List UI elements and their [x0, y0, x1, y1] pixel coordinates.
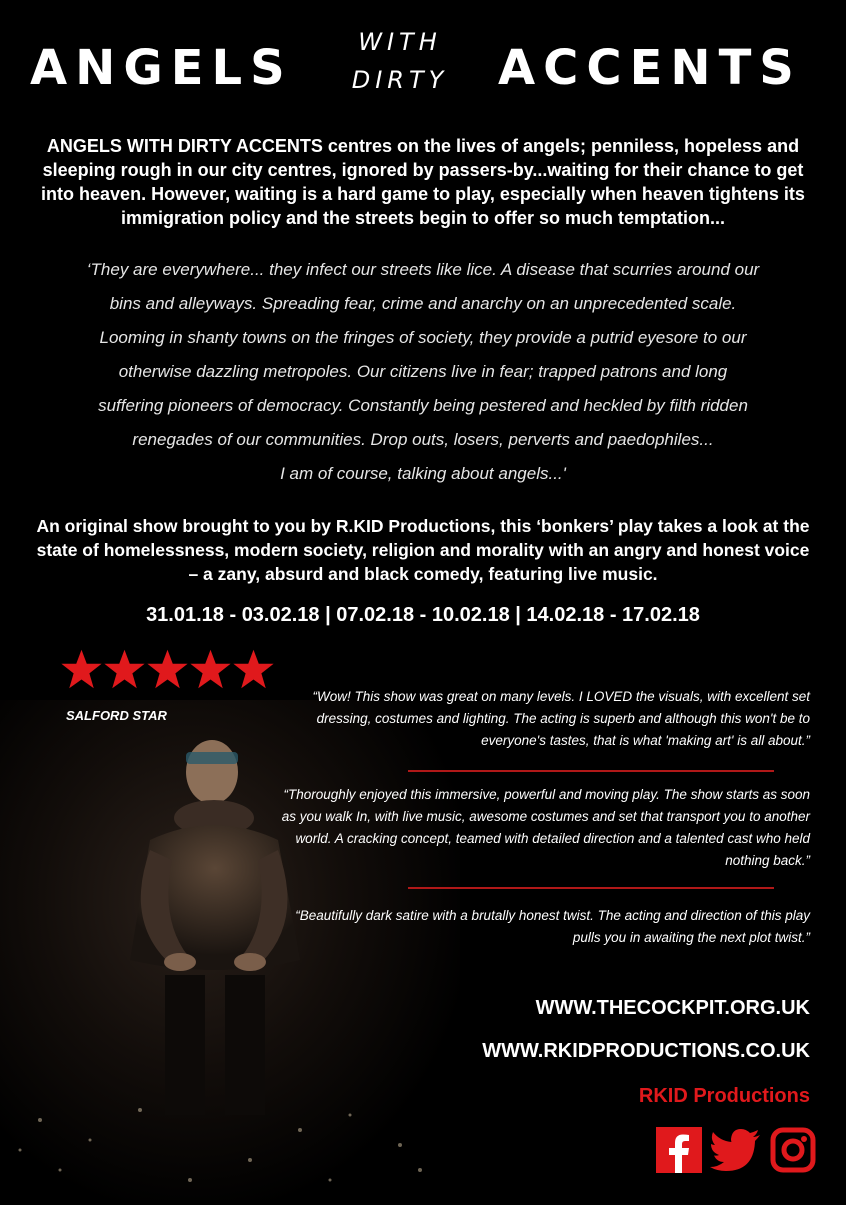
twitter-icon[interactable] — [710, 1127, 762, 1173]
quote-line: ‘They are everywhere... they infect our streets like lice. A disease that scurries around our — [86, 260, 760, 279]
instagram-icon[interactable] — [770, 1127, 816, 1173]
title-word-accents: ACCENTS — [498, 40, 802, 96]
show-description: An original show brought to you by R.KID Productions, this ‘bonkers’ play takes a look at the state of homelessness, modern society, religion and morality with an angry and honest voice – a zany, absurd and black comedy, featuring live music. — [36, 516, 810, 584]
website-link-cockpit[interactable]: WWW.THECOCKPIT.ORG.UK — [535, 997, 810, 1019]
star-rating — [60, 648, 275, 690]
title-word-dirty: DIRTY — [351, 66, 449, 94]
review-divider — [408, 770, 774, 772]
review-quote: “Wow! This show was great on many levels. I LOVED the visuals, with excellent set dressing, costumes and lighting. The acting is superb and although this won't be to everyone's tastes, that is what 'making art' is all about.” — [312, 689, 810, 748]
performer-photo — [0, 700, 460, 1200]
title-word-with: WITH — [358, 28, 442, 56]
review-quote: “Thoroughly enjoyed this immersive, powerful and moving play. The show starts as soon as you walk In, with live music, awesome costumes and set that transport you to another world. A cracking concept, teamed with detailed direction and a talented cast who held nothing back.” — [281, 787, 810, 868]
title-word-angels: ANGELS — [30, 40, 293, 96]
star-icon — [103, 648, 146, 690]
intro-paragraph: ANGELS WITH DIRTY ACCENTS centres on the lives of angels; penniless, hopeless and sleeping rough in our city centres, ignored by passers-by...waiting for their chance to get into heaven. However, waiting is a hard game to play, especially when heaven tightens its immigration policy and the streets begin to offer so much temptation... — [41, 136, 805, 228]
rating-source: SALFORD STAR — [66, 708, 167, 723]
star-icon — [60, 648, 103, 690]
star-icon — [189, 648, 232, 690]
quote-line: suffering pioneers of democracy. Constantly being pestered and heckled by filth ridden — [98, 396, 748, 415]
performance-dates: 31.01.18 - 03.02.18 | 07.02.18 - 10.02.18 | 14.02.18 - 17.02.18 — [146, 604, 700, 626]
star-icon — [232, 648, 275, 690]
review-divider — [408, 887, 774, 889]
quote-block — [30, 253, 816, 491]
quote-line: renegades of our communities. Drop outs, losers, perverts and paedophiles... — [132, 430, 714, 449]
brand-name: RKID Productions — [638, 1085, 810, 1107]
poster-title — [0, 28, 846, 108]
quote-line: bins and alleyways. Spreading fear, crime and anarchy on an unprecedented scale. — [109, 294, 737, 313]
quote-line: otherwise dazzling metropoles. Our citizens live in fear; trapped patrons and long — [118, 362, 728, 381]
quote-line: I am of course, talking about angels...' — [280, 464, 566, 483]
review-quote: “Beautifully dark satire with a brutally honest twist. The acting and direction of this play pulls you in awaiting the next plot twist.” — [295, 908, 810, 945]
performer-figure-icon — [0, 700, 460, 1200]
facebook-icon[interactable] — [656, 1127, 702, 1173]
social-links — [656, 1127, 816, 1173]
quote-line: Looming in shanty towns on the fringes of society, they provide a putrid eyesore to our — [99, 328, 747, 347]
star-icon — [146, 648, 189, 690]
website-link-rkid[interactable]: WWW.RKIDPRODUCTIONS.CO.UK — [482, 1040, 810, 1062]
